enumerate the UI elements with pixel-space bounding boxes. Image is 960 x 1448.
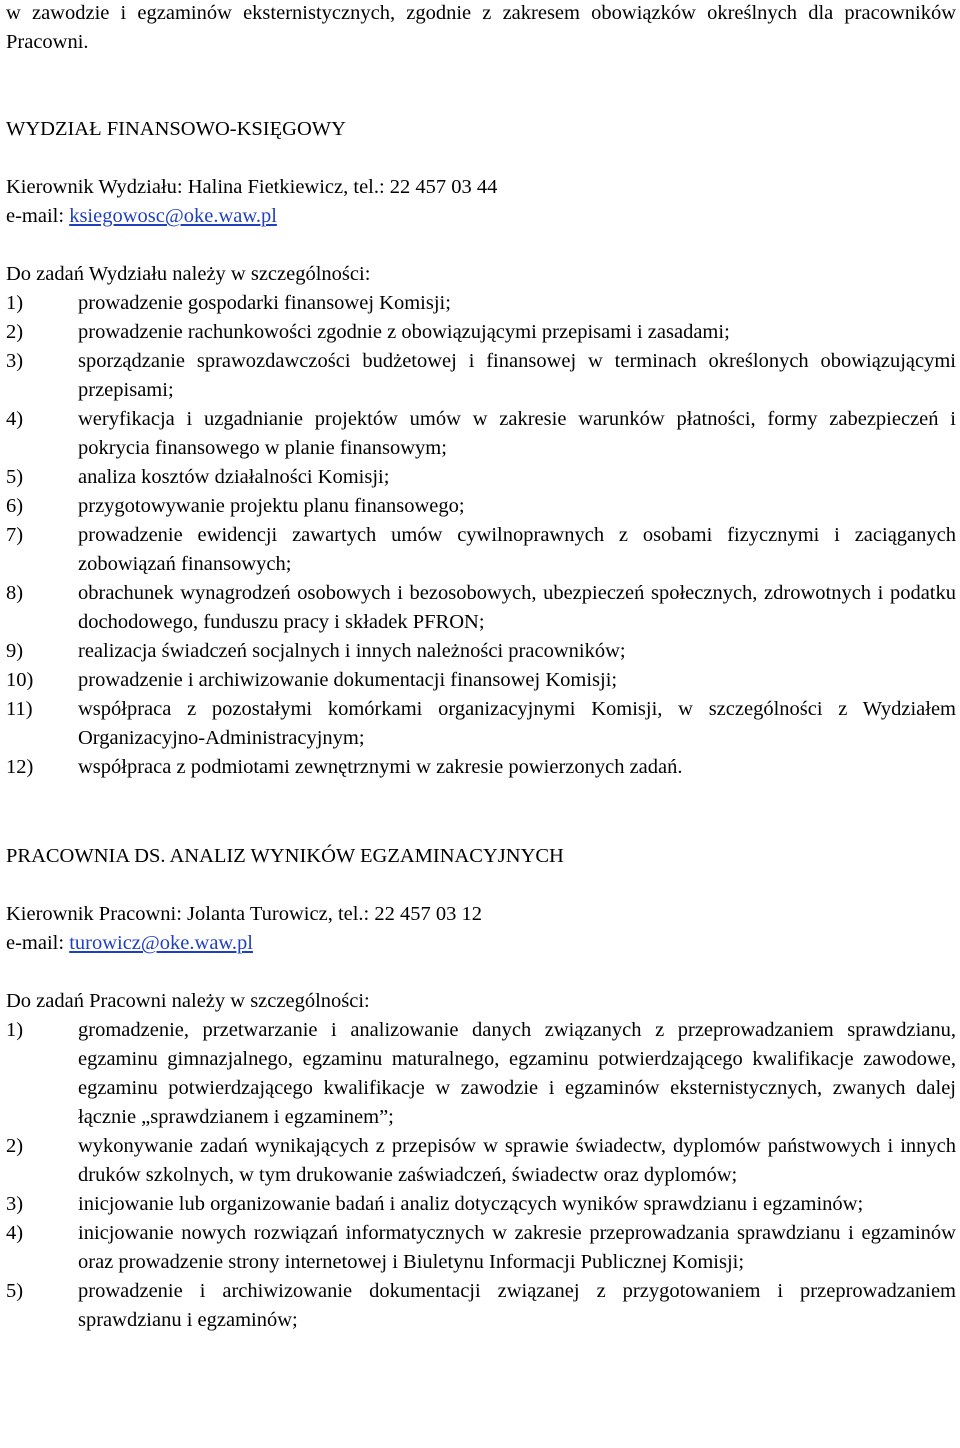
list-item — [6, 666, 956, 695]
item-number: 4) — [6, 408, 24, 430]
item-number: 7) — [6, 524, 24, 546]
list-item — [6, 463, 956, 492]
item-number: 2) — [6, 321, 24, 343]
item-text: prowadzenie i archiwizowanie dokumentacji związanej z przygotowaniem i przeprowadzaniem sprawdzianu i egzaminów; — [78, 1280, 956, 1331]
item-text: weryfikacja i uzgadnianie projektów umów w zakresie warunków płatności, formy zabezpieczeń i pokrycia finansowego w planie finansowym; — [78, 408, 956, 459]
section-head-line — [6, 900, 956, 929]
list-item — [6, 1132, 956, 1190]
item-text: współpraca z pozostałymi komórkami organizacyjnymi Komisji, w szczególności z Wydziałem Organizacyjno-Administracyjnym; — [78, 698, 956, 749]
section-intro: Do zadań Pracowni należy w szczególności: — [6, 990, 370, 1012]
section-heading-analysis: PRACOWNIA DS. ANALIZ WYNIKÓW EGZAMINACYJNYCH — [6, 845, 564, 867]
list-item — [6, 1190, 956, 1219]
list-item — [6, 637, 956, 666]
document-page — [6, 0, 956, 1335]
head-value: Halina Fietkiewicz, tel.: 22 457 03 44 — [182, 176, 498, 198]
item-number: 1) — [6, 292, 24, 314]
item-text: prowadzenie ewidencji zawartych umów cywilnoprawnych z osobami fizycznymi i zaciąganych zobowiązań finansowych; — [78, 524, 956, 575]
item-number: 12) — [6, 756, 34, 778]
item-number: 10) — [6, 669, 34, 691]
item-number: 5) — [6, 1280, 24, 1302]
item-number: 3) — [6, 350, 24, 372]
item-number: 6) — [6, 495, 24, 517]
item-text: prowadzenie rachunkowości zgodnie z obowiązującymi przepisami i zasadami; — [78, 321, 730, 343]
item-number: 2) — [6, 1135, 24, 1157]
item-number: 4) — [6, 1222, 24, 1244]
item-text: wykonywanie zadań wynikających z przepisów w sprawie świadectw, dyplomów państwowych i innych druków szkolnych, w tym drukowanie zaświadczeń, świadectw oraz dyplomów; — [78, 1135, 956, 1186]
item-text: prowadzenie i archiwizowanie dokumentacji finansowej Komisji; — [78, 669, 618, 691]
item-text: gromadzenie, przetwarzanie i analizowanie danych związanych z przeprowadzaniem sprawdzianu, egzaminu gimnazjalnego, egzaminu maturalnego, egzaminu potwierdzającego kwalifikacje zawodowe, egzaminu potwierdzającego kwalifikacje w zawodzie i egzaminów eksternistycznych, zwanych dalej łącznie „sprawdzianem i egzaminem”; — [78, 1019, 956, 1128]
item-number: 5) — [6, 466, 24, 488]
item-number: 1) — [6, 1019, 24, 1041]
head-label: Kierownik Pracowni: — [6, 903, 182, 925]
item-text: obrachunek wynagrodzeń osobowych i bezosobowych, ubezpieczeń społecznych, zdrowotnych i podatku dochodowego, funduszu pracy i składek PFRON; — [78, 582, 956, 633]
section-heading-finance: WYDZIAŁ FINANSOWO-KSIĘGOWY — [6, 118, 346, 140]
list-item — [6, 695, 956, 753]
list-item — [6, 1277, 956, 1335]
carry-over-paragraph: w zawodzie i egzaminów eksternistycznych, zgodnie z zakresem obowiązków określnych dla pracowników Pracowni. — [6, 2, 956, 53]
list-item — [6, 289, 956, 318]
head-label: Kierownik Wydziału: — [6, 176, 183, 198]
item-number: 9) — [6, 640, 24, 662]
list-item — [6, 753, 956, 782]
task-list — [6, 1016, 956, 1335]
list-item — [6, 405, 956, 463]
item-text: przygotowywanie projektu planu finansowego; — [78, 495, 465, 517]
item-text: analiza kosztów działalności Komisji; — [78, 466, 390, 488]
email-label: e-mail: — [6, 205, 70, 227]
email-link[interactable]: ksiegowosc@oke.waw.pl — [69, 205, 277, 227]
item-text: realizacja świadczeń socjalnych i innych należności pracowników; — [78, 640, 626, 662]
list-item — [6, 318, 956, 347]
section-intro: Do zadań Wydziału należy w szczególności: — [6, 263, 371, 285]
email-line — [6, 202, 956, 231]
section-head-line — [6, 173, 956, 202]
list-item — [6, 1016, 956, 1132]
item-text: prowadzenie gospodarki finansowej Komisji; — [78, 292, 451, 314]
item-text: inicjowanie lub organizowanie badań i analiz dotyczących wyników sprawdzianu i egzaminów; — [78, 1193, 864, 1215]
item-text: inicjowanie nowych rozwiązań informatycznych w zakresie przeprowadzania sprawdzianu i egzaminów oraz prowadzenie strony internetowej i Biuletynu Informacji Publicznej Komisji; — [78, 1222, 956, 1273]
list-item — [6, 521, 956, 579]
list-item — [6, 579, 956, 637]
list-item — [6, 1219, 956, 1277]
email-link[interactable]: turowicz@oke.waw.pl — [69, 932, 253, 954]
item-text: sporządzanie sprawozdawczości budżetowej i finansowej w terminach określonych obowiązującymi przepisami; — [78, 350, 956, 401]
head-value: Jolanta Turowicz, tel.: 22 457 03 12 — [181, 903, 483, 925]
item-number: 3) — [6, 1193, 24, 1215]
email-label: e-mail: — [6, 932, 70, 954]
email-line — [6, 929, 956, 958]
item-text: współpraca z podmiotami zewnętrznymi w zakresie powierzonych zadań. — [78, 756, 683, 778]
list-item — [6, 347, 956, 405]
item-number: 8) — [6, 582, 24, 604]
item-number: 11) — [6, 698, 33, 720]
list-item — [6, 492, 956, 521]
task-list — [6, 289, 956, 782]
